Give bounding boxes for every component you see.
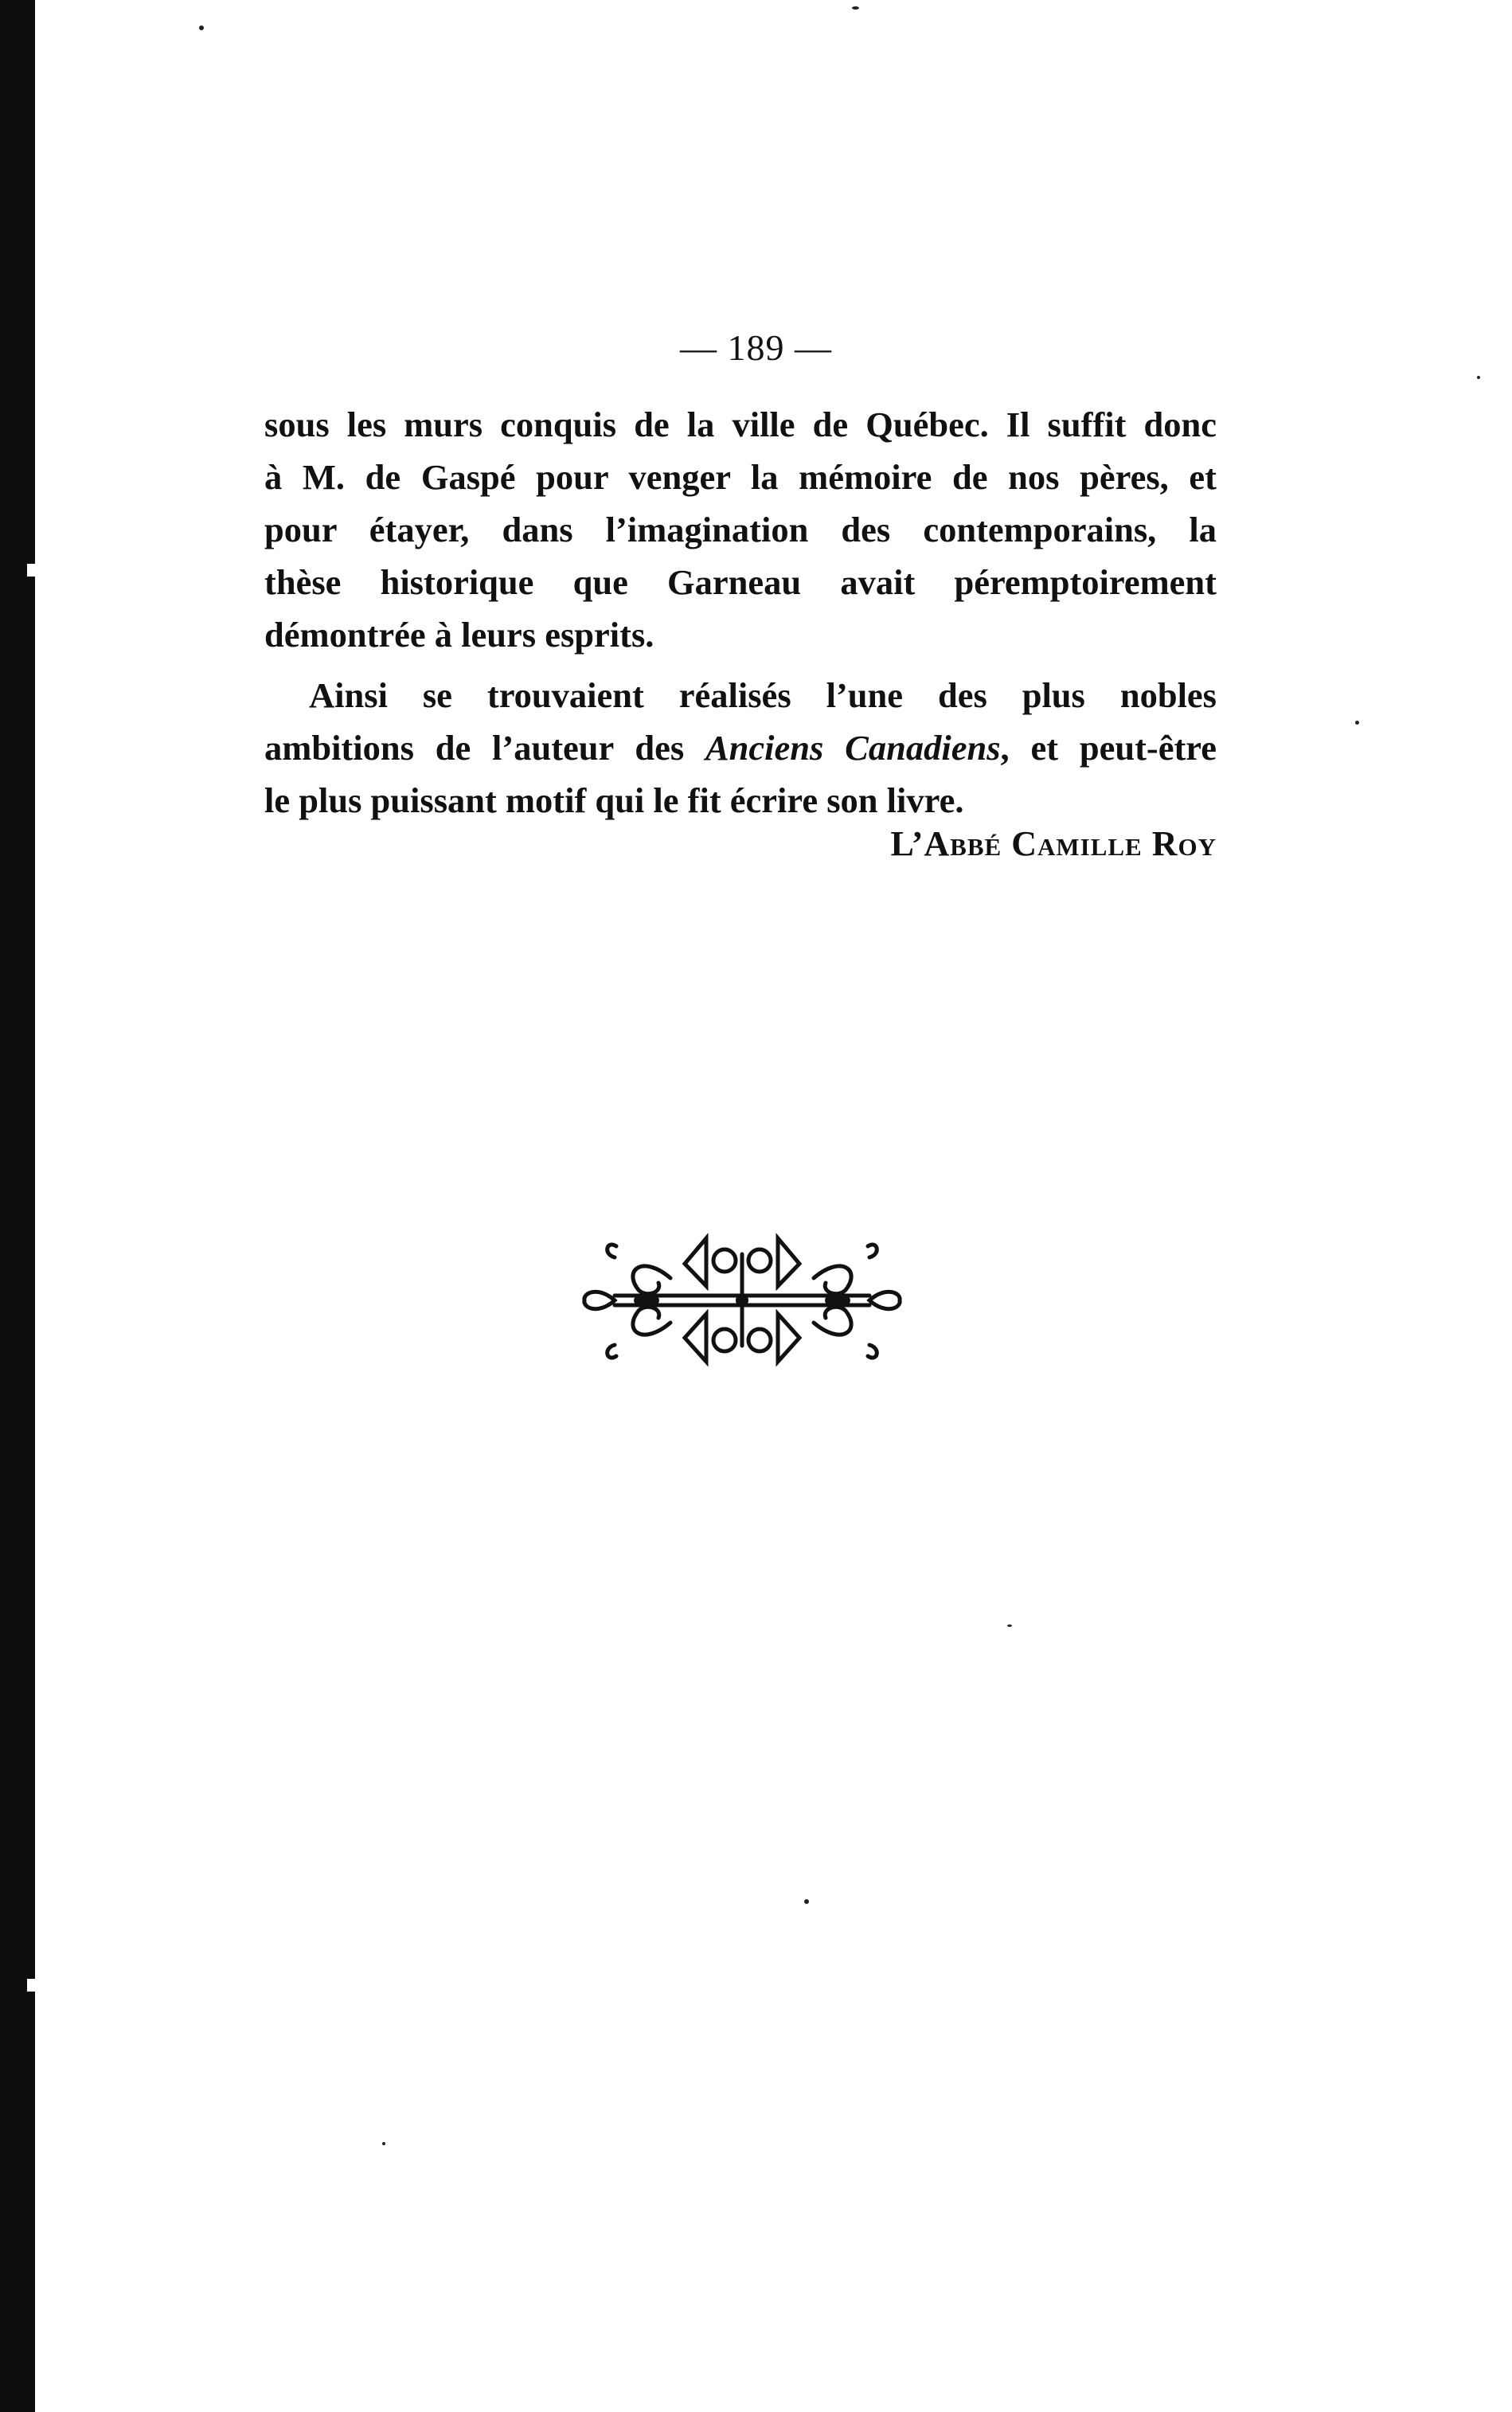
text-fragment: , et peut-être [1000, 728, 1217, 768]
text-line: démontrée à leurs esprits. [264, 615, 654, 655]
paragraph [264, 398, 1217, 661]
scan-speck [1477, 376, 1480, 379]
text-line [264, 721, 1217, 774]
binding-notch [27, 1979, 35, 1992]
text-line: pour étayer, dans l’imagination des contemporains, la [264, 510, 1217, 549]
decorative-ornament-icon [567, 1222, 917, 1378]
scan-speck [382, 2142, 385, 2145]
text-line: à M. de Gaspé pour venger la mémoire de nos pères, et [264, 457, 1217, 497]
scan-speck [852, 6, 859, 10]
author-signature: L’Abbé Camille Roy [890, 824, 1217, 863]
scan-speck [1007, 1624, 1012, 1627]
book-title: Anciens Canadiens [705, 728, 1001, 768]
body-text [264, 398, 1217, 827]
scan-speck [1355, 721, 1359, 725]
text-line: sous les murs conquis de la ville de Québec. Il suffit donc [264, 405, 1217, 444]
text-line: Ainsi se trouvaient réalisés l’une des plus nobles [309, 675, 1217, 715]
text-line: thèse historique que Garneau avait péremptoirement [264, 562, 1217, 602]
binding-notch [27, 564, 35, 577]
scan-speck [199, 25, 204, 30]
text-fragment: ambitions de l’auteur des [264, 728, 705, 768]
paragraph [264, 669, 1217, 827]
page-number: — 189 — [680, 327, 832, 368]
text-line: le plus puissant motif qui le fit écrire son livre. [264, 780, 964, 820]
scan-speck [804, 1899, 809, 1904]
